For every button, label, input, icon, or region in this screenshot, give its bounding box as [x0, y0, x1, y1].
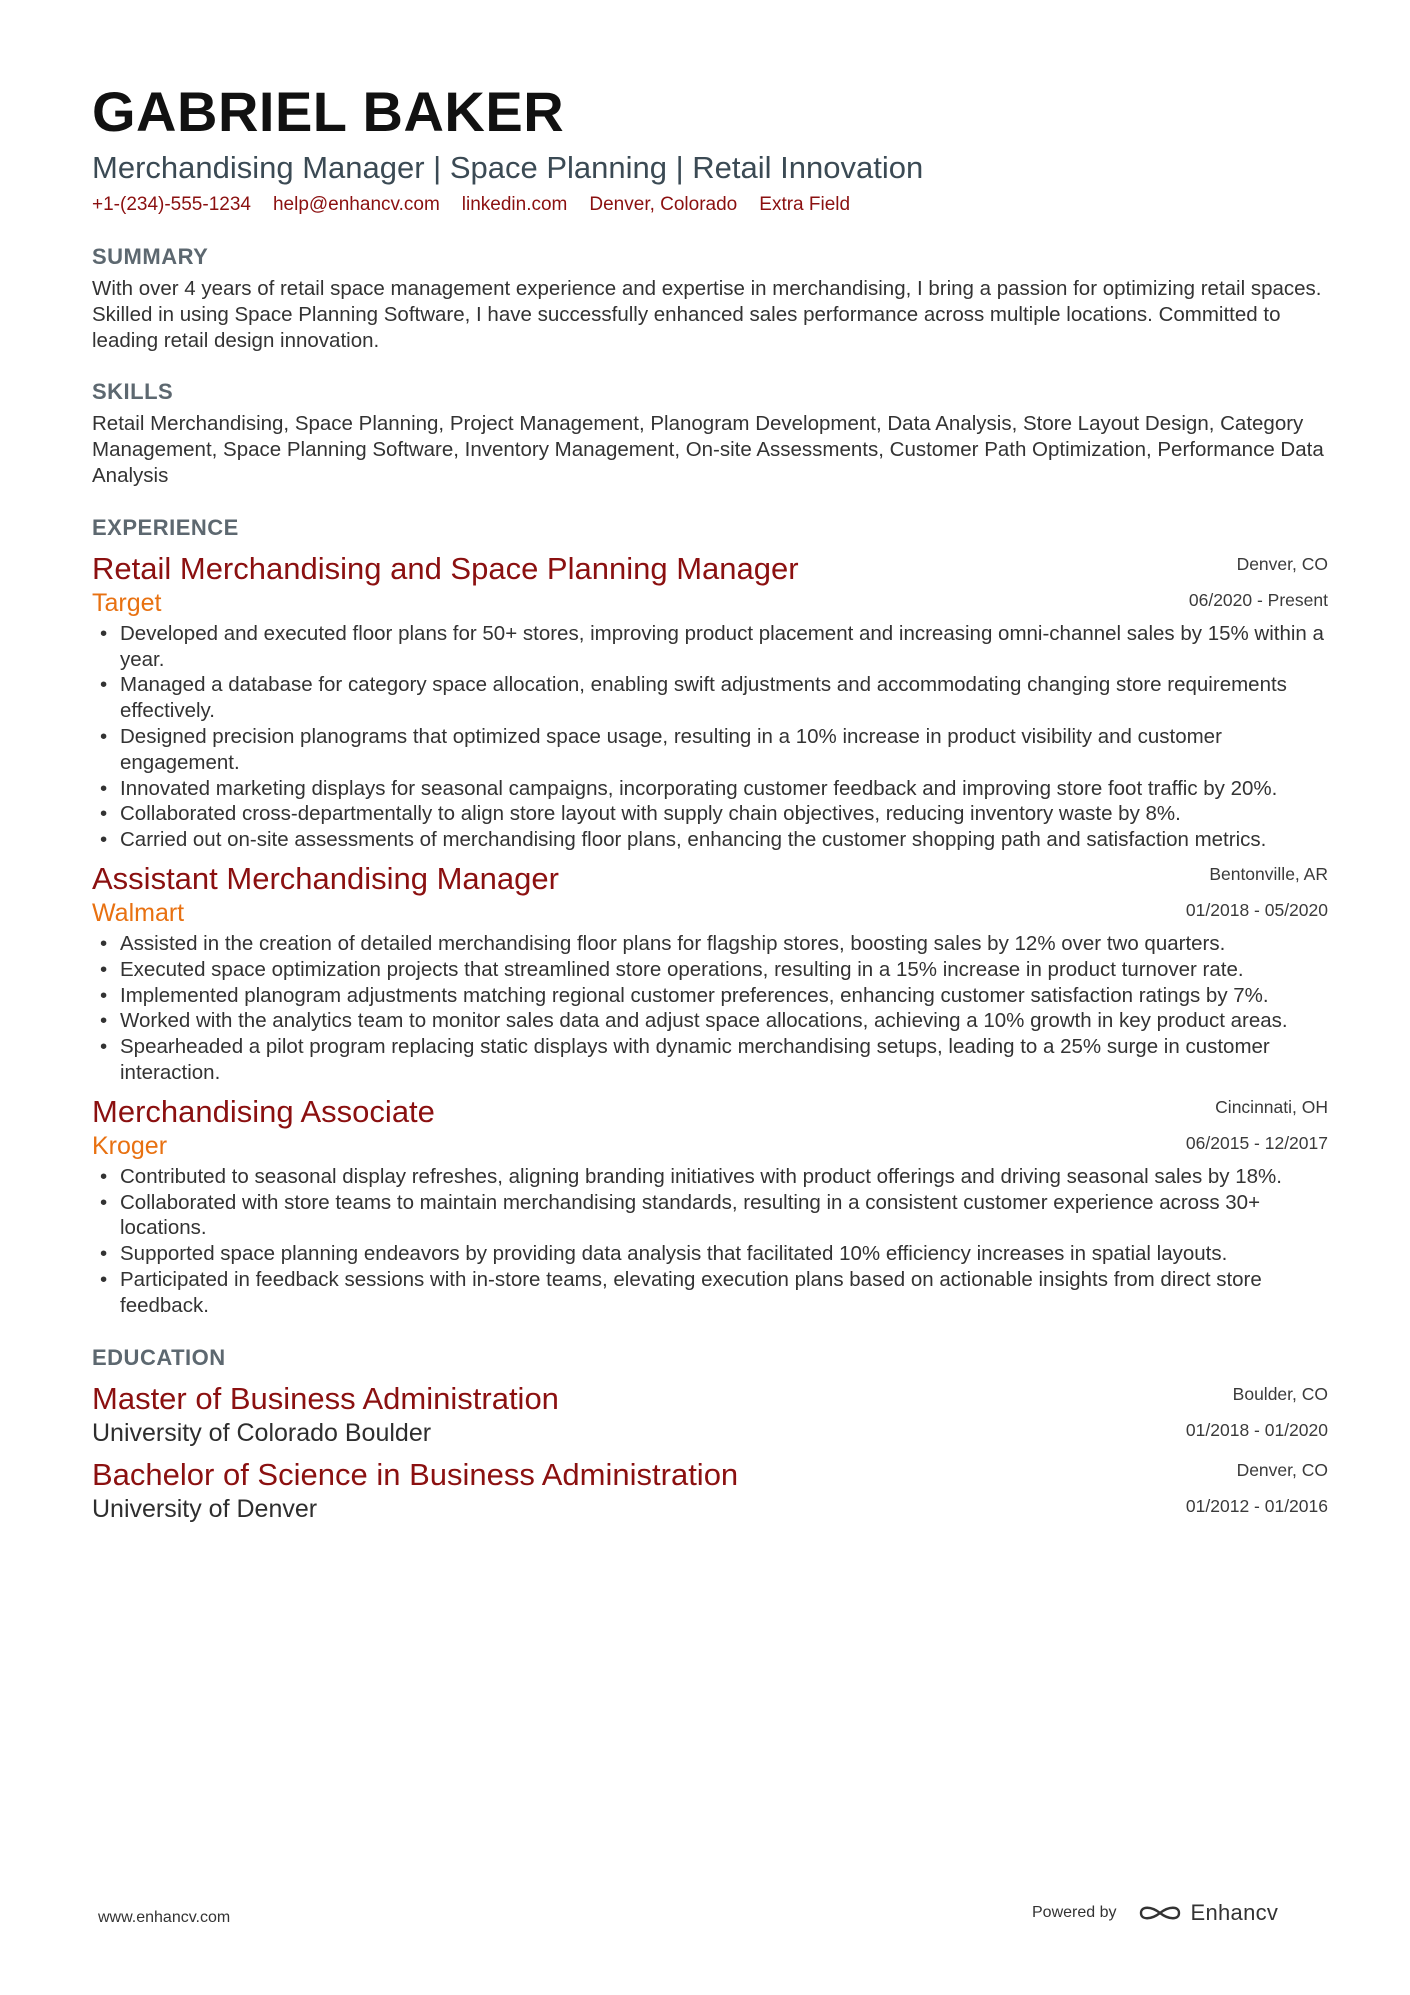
- bullet-item: • Worked with the analytics team to monitor sales data and adjust space allocations, achieving a 10% growth in key product areas.: [92, 1008, 1328, 1034]
- contact-linkedin[interactable]: linkedin.com: [461, 194, 568, 215]
- job-location: Cincinnati, OH: [1215, 1096, 1328, 1117]
- contact-email[interactable]: help@enhancv.com: [272, 194, 440, 215]
- summary-section: [92, 242, 1328, 353]
- skills-section: [92, 377, 1328, 488]
- bullet-item: • Implemented planogram adjustments matching regional customer preferences, enhancing customer satisfaction ratings by 7%.: [92, 983, 1328, 1009]
- brand-name: Enhancv: [1190, 1900, 1279, 1925]
- school-name: University of Denver: [92, 1494, 318, 1523]
- education-section: [92, 1343, 1328, 1525]
- bullet-item: • Contributed to seasonal display refreshes, aligning branding initiatives with product offerings and driving seasonal sales by 18%.: [92, 1164, 1328, 1190]
- bullet-item: • Managed a database for category space allocation, enabling swift adjustments and accommodating changing store requirements effectively.: [92, 672, 1328, 724]
- bullet-item: • Supported space planning endeavors by providing data analysis that facilitated 10% efficiency increases in spatial layouts.: [92, 1241, 1328, 1267]
- job-dates: 06/2015 - 12/2017: [1185, 1132, 1328, 1153]
- job-title: Merchandising Associate: [92, 1093, 435, 1129]
- job-location: Bentonville, AR: [1209, 863, 1328, 884]
- summary-text: With over 4 years of retail space management experience and expertise in merchandising, I bring a passion for optimizing retail spaces. Skilled in using Space Planning Software, I have successfully enhanced sales performance across multiple locations. Committed to leading retail design innovation.: [92, 277, 1322, 352]
- company-name: Target: [92, 588, 162, 617]
- bullet-item: • Spearheaded a pilot program replacing static displays with dynamic merchandising setups, leading to a 25% surge in customer interaction.: [92, 1034, 1328, 1086]
- job-bullets: [92, 621, 1328, 853]
- school-name: University of Colorado Boulder: [92, 1418, 432, 1447]
- experience-entry: [92, 861, 1328, 1086]
- company-name: Walmart: [92, 898, 185, 927]
- footer-website[interactable]: www.enhancv.com: [98, 1909, 231, 1926]
- contact-phone[interactable]: +1-(234)-555-1234: [92, 194, 251, 215]
- education-dates: 01/2018 - 01/2020: [1185, 1419, 1328, 1440]
- company-name: Kroger: [92, 1131, 168, 1160]
- degree-title: Bachelor of Science in Business Administration: [92, 1456, 739, 1492]
- bullet-item: • Assisted in the creation of detailed merchandising floor plans for flagship stores, boosting sales by 12% over two quarters.: [92, 931, 1328, 957]
- headline: Merchandising Manager | Space Planning | Retail Innovation: [92, 150, 924, 185]
- degree-title: Master of Business Administration: [92, 1380, 559, 1416]
- job-title: Retail Merchandising and Space Planning Manager: [92, 550, 799, 586]
- candidate-name: GABRIEL BAKER: [92, 80, 565, 143]
- footer-branding: [1032, 1900, 1278, 1926]
- job-bullets: [92, 1164, 1328, 1319]
- enhancv-logo-icon: [1137, 1901, 1183, 1925]
- school-location: Denver, CO: [1236, 1459, 1328, 1480]
- job-dates: 06/2020 - Present: [1188, 589, 1328, 610]
- summary-heading: SUMMARY: [92, 244, 209, 269]
- experience-entry: [92, 1094, 1328, 1319]
- powered-by-label: Powered by: [1032, 1904, 1117, 1921]
- job-bullets: [92, 931, 1328, 1086]
- skills-text: Retail Merchandising, Space Planning, Project Management, Planogram Development, Data Analysis, Store Layout Design, Category Management, Space Planning Software, Inventory Management, On-site Assessments, Customer Path Optimization, Performance Data Analysis: [92, 412, 1324, 487]
- education-entry: [92, 1457, 1328, 1525]
- contact-extra-field: Extra Field: [759, 194, 851, 215]
- bullet-item: • Designed precision planograms that optimized space usage, resulting in a 10% increase in product visibility and customer engagement.: [92, 724, 1328, 776]
- bullet-item: • Collaborated cross-departmentally to align store layout with supply chain objectives, reducing inventory waste by 8%.: [92, 801, 1328, 827]
- school-location: Boulder, CO: [1232, 1383, 1328, 1404]
- bullet-item: • Innovated marketing displays for seasonal campaigns, incorporating customer feedback and improving store foot traffic by 20%.: [92, 776, 1328, 802]
- education-entry: [92, 1381, 1328, 1449]
- job-dates: 01/2018 - 05/2020: [1185, 899, 1328, 920]
- experience-heading: EXPERIENCE: [92, 514, 239, 540]
- contact-location: Denver, Colorado: [589, 194, 738, 215]
- job-location: Denver, CO: [1236, 553, 1328, 574]
- contact-bar: [92, 192, 1328, 218]
- bullet-item: • Collaborated with store teams to maintain merchandising standards, resulting in a consistent customer experience across 30+ locations.: [92, 1190, 1328, 1242]
- bullet-item: • Developed and executed floor plans for 50+ stores, improving product placement and increasing omni-channel sales by 15% within a year.: [92, 621, 1328, 673]
- experience-entry: [92, 551, 1328, 853]
- bullet-item: • Participated in feedback sessions with in-store teams, elevating execution plans based on actionable insights from direct store feedback.: [92, 1267, 1328, 1319]
- bullet-item: • Carried out on-site assessments of merchandising floor plans, enhancing the customer shopping path and satisfaction metrics.: [92, 827, 1328, 853]
- resume-page: [92, 80, 1328, 1525]
- enhancv-brand[interactable]: [1137, 1900, 1279, 1926]
- skills-heading: SKILLS: [92, 379, 174, 405]
- job-title: Assistant Merchandising Manager: [92, 860, 559, 896]
- education-heading: EDUCATION: [92, 1344, 226, 1370]
- education-dates: 01/2012 - 01/2016: [1185, 1495, 1328, 1516]
- experience-section: [92, 513, 1328, 1319]
- bullet-item: • Executed space optimization projects that streamlined store operations, resulting in a 15% increase in product turnover rate.: [92, 957, 1328, 983]
